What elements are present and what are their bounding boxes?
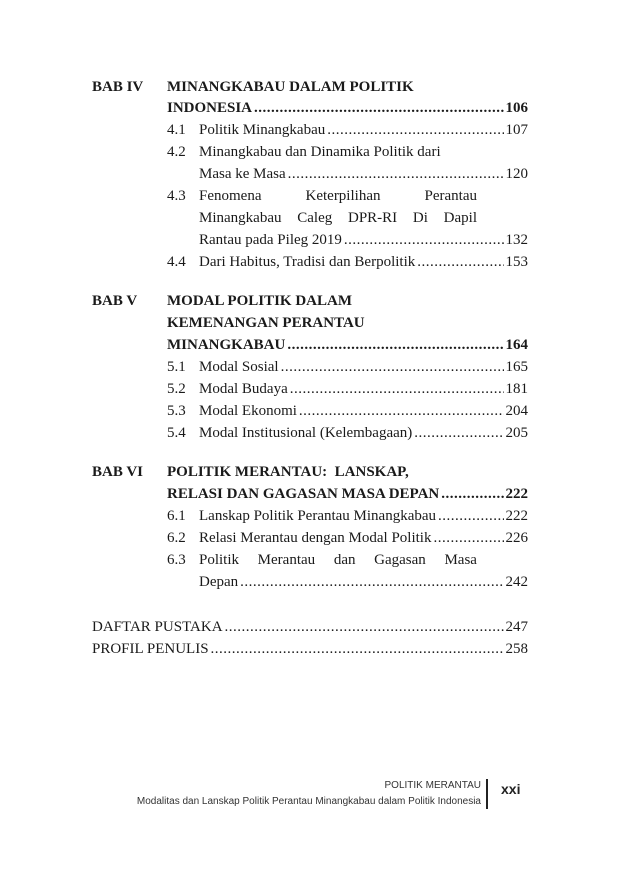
toc-entry[interactable] [199,120,528,140]
leader-dots [211,639,504,659]
word: Fenomena [199,188,262,204]
section-number: 4.2 [167,144,186,160]
page-number: 181 [505,381,528,397]
word: Di [412,210,428,226]
chapter-title: MINANGKABAU [167,337,286,353]
section-title: Modal Ekonomi [199,403,297,419]
word: Perantau [424,188,477,204]
leader-dots [254,98,503,118]
backmatter-title: PROFIL PENULIS [92,641,209,657]
page-number: 120 [505,166,528,182]
leader-dots [417,252,503,272]
section-number: 4.3 [167,188,186,204]
toc-entry[interactable] [199,506,528,526]
word: Gagasan [374,552,426,568]
word: Caleg [297,210,333,226]
chapter-label: BAB IV [92,79,144,95]
leader-dots [414,423,503,443]
toc-entry[interactable] [199,357,528,377]
toc-entry[interactable] [167,98,528,118]
toc-entry[interactable] [199,528,528,548]
section-title: Modal Budaya [199,381,288,397]
leader-dots [225,617,504,637]
toc-entry[interactable] [199,572,528,592]
toc-entry[interactable] [167,484,528,504]
chapter-title: MINANGKABAU DALAM POLITIK [167,79,414,95]
backmatter-title: DAFTAR PUSTAKA [92,619,223,635]
page-number: 106 [505,100,528,116]
section-title: Modal Institusional (Kelembagaan) [199,425,413,441]
section-number: 6.2 [167,530,186,546]
page-number: 205 [505,425,528,441]
chapter-title: KEMENANGAN PERANTAU [167,315,365,331]
word: Masa [444,552,477,568]
section-number: 5.3 [167,403,186,419]
running-footer-subtitle: Modalitas dan Lanskap Politik Perantau Minangkabau dalam Politik Indonesia [136,796,481,807]
leader-dots [441,484,503,504]
toc-entry[interactable] [199,401,528,421]
toc-entry[interactable] [199,423,528,443]
running-footer-title: POLITIK MERANTAU [384,780,481,791]
footer-divider [486,779,488,809]
page-number: 222 [505,508,528,524]
section-title: Lanskap Politik Perantau Minangkabau [199,508,437,524]
section-number: 5.4 [167,425,186,441]
toc-entry[interactable] [199,379,528,399]
page-number: 107 [505,122,528,138]
word: DPR-RI [347,210,398,226]
leader-dots [288,164,504,184]
folio-page-number: xxi [501,781,521,797]
page-number: 204 [505,403,528,419]
toc-entry[interactable] [199,164,528,184]
section-number: 5.2 [167,381,186,397]
section-title [199,186,477,206]
page-number: 132 [505,232,528,248]
section-number: 6.3 [167,552,186,568]
leader-dots [344,230,504,250]
section-number: 4.4 [167,254,186,270]
section-title: Politik Minangkabau [199,122,326,138]
chapter-title: MODAL POLITIK DALAM [167,293,353,309]
leader-dots [433,528,503,548]
chapter-title: RELASI DAN GAGASAN MASA DEPAN [167,486,440,502]
leader-dots [287,335,503,355]
page-number: 165 [505,359,528,375]
leader-dots [299,401,504,421]
toc-entry[interactable] [167,335,528,355]
section-number: 5.1 [167,359,186,375]
leader-dots [281,357,504,377]
section-number: 4.1 [167,122,186,138]
page-number: 164 [505,337,528,353]
toc-entry[interactable] [92,617,528,637]
section-title: Depan [199,574,239,590]
page-number: 226 [505,530,528,546]
leader-dots [290,379,504,399]
section-title: Minangkabau dan Dinamika Politik dari [199,144,441,160]
page-number: 153 [505,254,528,270]
word: Minangkabau [199,210,282,226]
toc-entry[interactable] [199,230,528,250]
chapter-label: BAB VI [92,464,143,480]
word: dan [333,552,356,568]
toc-entry[interactable] [199,252,528,272]
section-title [199,208,477,228]
section-title: Relasi Merantau dengan Modal Politik [199,530,432,546]
section-title: Modal Sosial [199,359,279,375]
word: Politik [199,552,240,568]
leader-dots [327,120,503,140]
word: Keterpilihan [305,188,381,204]
section-number: 6.1 [167,508,186,524]
word: Merantau [257,552,316,568]
toc-entry[interactable] [92,639,528,659]
page-number: 222 [505,486,528,502]
leader-dots [240,572,503,592]
page-number: 258 [505,641,528,657]
chapter-label: BAB V [92,293,138,309]
chapter-title: POLITIK MERANTAU: LANSKAP, [167,464,409,480]
section-title: Rantau pada Pileg 2019 [199,232,342,248]
section-title: Masa ke Masa [199,166,286,182]
page-number: 242 [505,574,528,590]
page-number: 247 [505,619,528,635]
leader-dots [438,506,503,526]
section-title: Dari Habitus, Tradisi dan Berpolitik [199,254,416,270]
section-title [199,550,477,570]
word: Dapil [443,210,477,226]
chapter-title: INDONESIA [167,100,253,116]
